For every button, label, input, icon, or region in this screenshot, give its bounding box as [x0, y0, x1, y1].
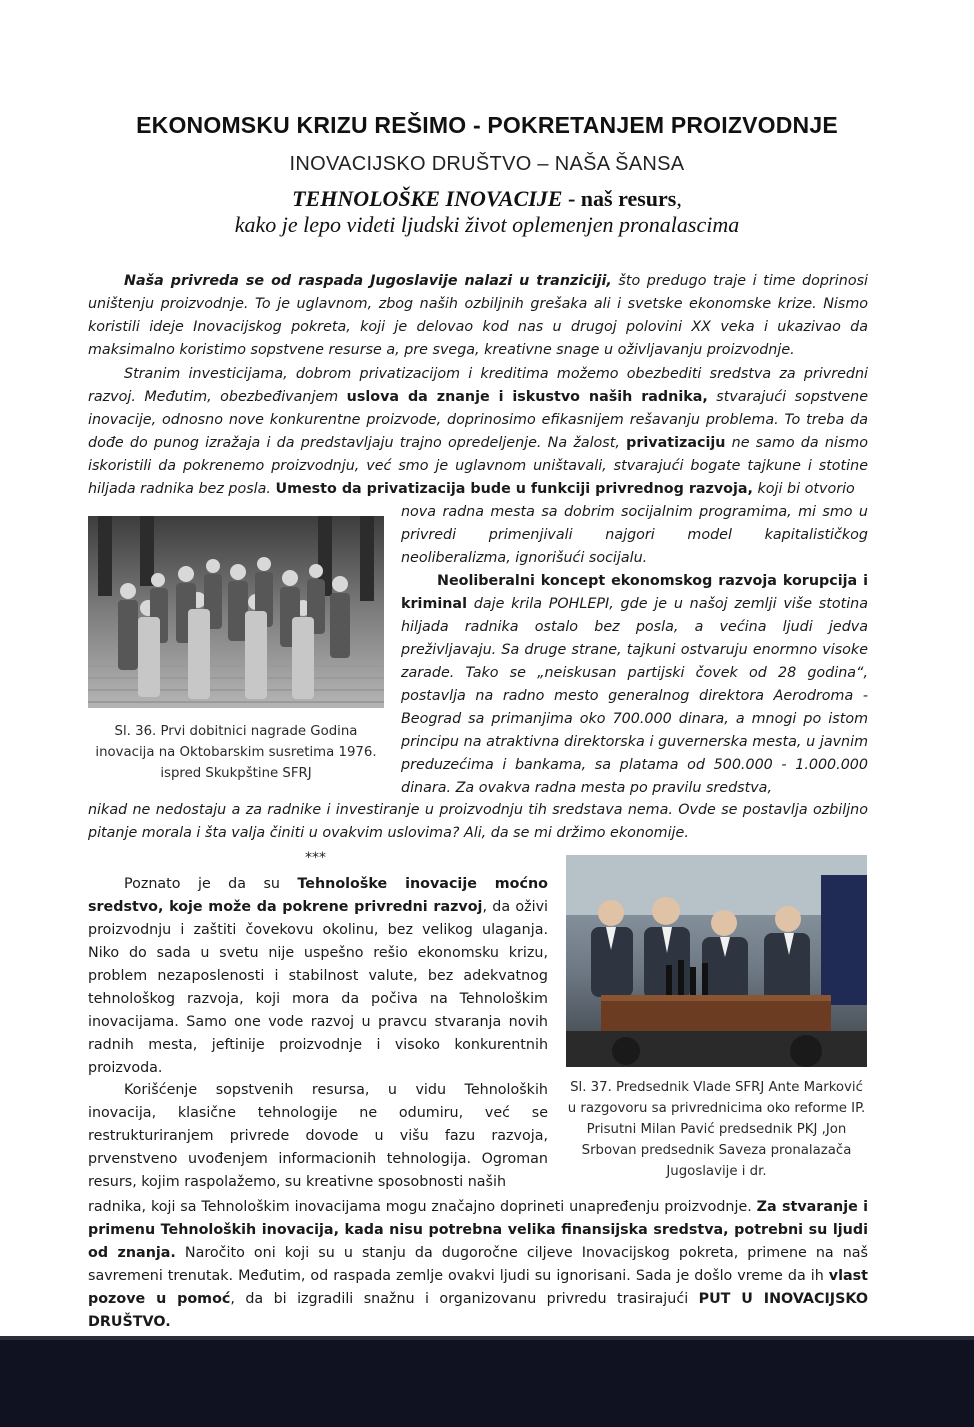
intro-p2-bold-c: Umesto da privatizacija bude u funkciji privrednog razvoja, — [275, 481, 753, 497]
intro-p2-text-b: stvarajući sopstvene inovacije, odnosno nove konkurentne proizvode, doprinosimo efikasnijem rešavanju problema. To treba da dođe do punog izražaja i da predstavljaju trajno opredeljenje. Na žalost, — [88, 389, 869, 451]
section2-p2-text-d: , da bi izgradili snažnu i organizovanu privredu trasirajući — [230, 1291, 699, 1307]
tagline-line2: kako je lepo videti ljudski život oplemenjen pronalascima — [234, 212, 740, 237]
intro-p2-bold-a: uslova da znanje i iskustvo naših radnika, — [346, 389, 708, 405]
page-title: EKONOMSKU KRIZU REŠIMO - POKRETANJEM PROIZVODNJE — [136, 112, 838, 138]
section-separator: *** — [305, 850, 326, 866]
figure-37-photo — [566, 855, 867, 1067]
intro-p3-bold: Neoliberalni koncept ekonomskog razvoja korupcija i kriminal — [401, 573, 868, 612]
section2-p1-text-b: , da oživi proizvodnju i zaštiti čovekovu okolinu, bez velikog ulaganja. Niko do sada u svetu nije uspešno rešio ekonomsku krizu, problem nezaposlenosti i stabilnost valute, bez adekvatnog tehnološkog razvoja, koji mora da počiva na Tehnološkim inovacijama. Samo one vode razvoj u pravcu stvaranja novih radnih mesta, jeftinije proizvodnje i visoko konkurentnih proizvoda. — [88, 899, 548, 1076]
intro-p2-bold-b: privatizaciju — [626, 435, 726, 451]
section2-p2-bold-c: PUT U INOVACIJSKO DRUŠTVO. — [88, 1291, 868, 1330]
intro-paragraph-3-end: nikad ne nedostaju a za radnike i investiranje u proizvodnju tih sredstava nema. Ovde se postavlja ozbiljno pitanje morala i šta valja činiti u ovakvim uslovima? Ali, da se mi držimo ekonomije. — [88, 802, 868, 841]
photo-press-conference — [566, 855, 867, 1067]
intro-p1-text: što predugo traje i time doprinosi uništenju proizvodnje. To je uglavnom, zbog naših ozbiljnih grešaka ali i svetske ekonomske krize. Nismo koristili ideje Inovacijskog pokreta, koji je delovao kod nas u drugoj polovini XX veka i ukazivao da maksimalno koristimo sopstvene resurse a, pre svega, kreativne snage u oživljavanju proizvodnje. — [88, 273, 868, 358]
tagline-emphasis: TEHNOLOŠKE INOVACIJE — [292, 186, 563, 211]
intro-p1-bold: Naša privreda se od raspada Jugoslavije nalazi u tranziciji, — [124, 273, 612, 289]
section2-p2-text-b: radnika, koji sa Tehnološkim inovacijama mogu značajno doprineti unapređenju proizvodnje. — [88, 1199, 757, 1215]
intro-paragraph-2-continued: nova radna mesta sa dobrim socijalnim programima, mi smo u privredi primenjivali najgori model kapitalističkog neoliberalizma, ignorišući socijalu. — [401, 504, 868, 566]
figure-36-photo — [88, 516, 384, 708]
section2-paragraph-2-continued — [88, 1196, 868, 1334]
intro-paragraph-2 — [88, 363, 868, 501]
tagline-rest: - naš resurs — [562, 186, 677, 211]
intro-paragraph-3 — [401, 570, 868, 800]
intro-p2-text-c: ne samo da nismo iskoristili da pokrenemo proizvodnju, već smo je uglavnom uništavali, stvarajući bogate tajkune i stotine hiljada radnika bez posla. — [88, 435, 868, 497]
intro-p3-text: daje krila POHLEPI, gde je u našoj zemlji više stotina hiljada radnika ostalo bez posla, a većina ljudi jedva preživljavaju. Sa druge strane, tajkuni ostvaruju enormno visoke zarade. Tako se „neiskusan partijski čovek od 28 godina“, postavlja na radno mesto generalnog direktora Aerodroma - Beograd sa primanjima oko 700.000 dinara, a mnogi po istom principu na atraktivna direktorska i guvernerska mesta, u javnim preduzećima i bankama, sa platama od 500.000 - 1.000.000 dinara. Za ovakva radna mesta po pravilu sredstva, — [401, 596, 868, 796]
section2-p2-text-a: Korišćenje sopstvenih resursa, u vidu Tehnoloških inovacija, klasične tehnologije ne odumiru, već se restrukturiranjem privrede dovode u višu fazu razvoja, prvenstveno uvođenjem informacionih tehnologija. Ogroman resurs, kojim raspolažemo, su kreativne sposobnosti naših — [88, 1082, 548, 1190]
figure-37-caption: Sl. 37. Predsednik Vlade SFRJ Ante Marković u razgovoru sa privrednicima oko reforme IP. Prisutni Milan Pavić predsednik PKJ ,Jon Srbovan predsednik Saveza pronalazača Jugoslavije i dr. — [567, 1080, 866, 1179]
section2-paragraph-1 — [88, 873, 548, 1080]
photo-group-of-men-on-stairs — [88, 516, 384, 708]
section2-p1-text-a: Poznato je da su — [124, 876, 298, 892]
section2-p2-bold-b: vlast pozove u pomoć — [88, 1268, 868, 1307]
page-subtitle: INOVACIJSKO DRUŠTVO – NAŠA ŠANSA — [289, 153, 685, 175]
page-tagline — [0, 186, 974, 238]
section2-p2-text-c: Naročito oni koji su u stanju da dugoročne ciljeve Inovacijskog pokreta, primene na naš savremeni trenutak. Međutim, od raspada zemlje ovakvi ljudi su ignorisani. Sada je došlo vreme da ih — [88, 1245, 869, 1284]
tagline-comma: , — [676, 186, 682, 211]
section2-p1-bold: Tehnološke inovacije moćno sredstvo, koje može da pokrene privredni razvoj — [88, 876, 548, 915]
section2-paragraph-2 — [88, 1079, 548, 1194]
figure-36-caption: Sl. 36. Prvi dobitnici nagrade Godina inovacija na Oktobarskim susretima 1976. ispred Skukpštine SFRJ — [95, 724, 377, 781]
footer-band — [0, 1336, 974, 1427]
intro-paragraph-1 — [88, 270, 868, 362]
section2-p2-bold-a: Za stvaranje i primenu Tehnoloških inovacija, kada nisu potrebna velika finansijska sredstva, potrebni su ljudi od znanja. — [88, 1199, 869, 1261]
intro-p2-text-a: Stranim investicijama, dobrom privatizacijom i kreditima možemo obezbediti sredstva za privredni razvoj. Međutim, obezbeđivanjem — [88, 366, 868, 405]
intro-p2-text-d: koji bi otvorio — [752, 481, 855, 497]
